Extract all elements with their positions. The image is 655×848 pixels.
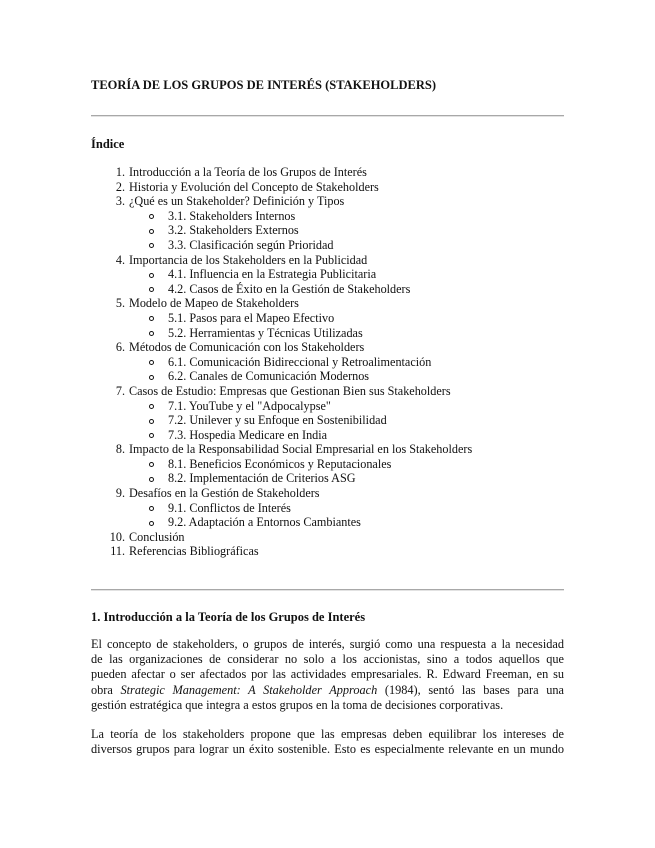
paragraph-line: de las organizaciones de considerar no solo a los accionistas, sino a todos aquellos que [91, 652, 564, 667]
toc-item-number: 2. [115, 179, 125, 194]
toc-subitem [91, 515, 561, 530]
toc-item [91, 296, 561, 311]
paragraph-line: obra Strategic Management: A Stakeholder Approach (1984), sentó las bases para una [91, 682, 564, 697]
toc-item-number: 4. [115, 252, 125, 267]
toc-item-label: Introducción a la Teoría de los Grupos de Interés [129, 165, 367, 179]
toc-subitem [91, 457, 561, 472]
toc-item-number: 5. [115, 296, 125, 311]
toc-item-number: 3. [115, 194, 125, 209]
toc-item [91, 340, 561, 355]
toc-item-label: Modelo de Mapeo de Stakeholders [129, 296, 299, 311]
paragraph-line: pueden afectar o ser afectados por las actividades empresariales. R. Edward Freeman, en su [91, 667, 564, 682]
toc-subitem-label: 3.3. Clasificación según Prioridad [168, 237, 334, 252]
toc-item [91, 442, 561, 457]
toc-subitem [91, 326, 561, 341]
horizontal-divider [91, 589, 564, 591]
toc-item [91, 544, 561, 559]
toc-subitem-label: 4.1. Influencia en la Estrategia Publicitaria [168, 267, 377, 282]
toc-item-number: 7. [115, 383, 125, 398]
toc-item-label: Desafíos en la Gestión de Stakeholders [129, 486, 320, 501]
circle-bullet-icon [149, 375, 154, 380]
toc-subitem [91, 209, 561, 224]
circle-bullet-icon [149, 287, 154, 292]
paragraph-line: La teoría de los stakeholders propone que las empresas deben equilibrar los intereses de [91, 727, 564, 741]
toc-item-number: 6. [115, 340, 125, 355]
toc-subitem [91, 267, 561, 282]
toc-subitem-label: 6.2. Canales de Comunicación Modernos [168, 369, 370, 384]
paragraph-line: gestión estratégica que integra a estos grupos en la toma de decisiones corporativas. [91, 697, 504, 712]
circle-bullet-icon [149, 477, 154, 482]
toc-item-label: ¿Qué es un Stakeholder? Definición y Tipos [129, 194, 345, 209]
toc-subitem [91, 428, 561, 443]
toc-subitem [91, 238, 561, 253]
section-heading: 1. Introducción a la Teoría de los Grupos de Interés [91, 610, 366, 624]
toc-subitem-label: 9.1. Conflictos de Interés [168, 500, 291, 515]
toc-subitem-label: 7.3. Hospedia Medicare en India [168, 427, 328, 442]
toc-subitem [91, 399, 561, 414]
circle-bullet-icon [149, 404, 154, 409]
toc-subitem [91, 223, 561, 238]
toc-item [91, 253, 561, 268]
toc-item-number: 8. [115, 442, 125, 457]
toc-item-number: 1. [115, 165, 125, 179]
toc-item-label: Conclusión [129, 529, 185, 544]
toc-subitem [91, 413, 561, 428]
toc-item-number: 10. [109, 529, 125, 544]
circle-bullet-icon [149, 331, 154, 336]
section-paragraph [91, 637, 564, 713]
toc-subitem [91, 369, 561, 384]
toc-subitem-label: 3.1. Stakeholders Internos [168, 208, 296, 223]
toc-subitem [91, 282, 561, 297]
circle-bullet-icon [149, 360, 154, 365]
toc-subitem-label: 7.2. Unilever y su Enfoque en Sostenibilidad [168, 413, 387, 428]
circle-bullet-icon [149, 433, 154, 438]
circle-bullet-icon [149, 462, 154, 467]
book-title: Strategic Management: A Stakeholder Approach [120, 682, 378, 697]
circle-bullet-icon [149, 229, 154, 234]
toc-subitem-label: 8.1. Beneficios Económicos y Reputacionales [168, 456, 392, 471]
section-paragraph [91, 727, 564, 757]
toc-subitem-label: 9.2. Adaptación a Entornos Cambiantes [168, 515, 361, 530]
toc-item-label: Impacto de la Responsabilidad Social Empresarial en los Stakeholders [129, 442, 473, 457]
toc-heading: Índice [91, 137, 125, 151]
circle-bullet-icon [149, 506, 154, 511]
toc-item-number: 11. [110, 544, 125, 559]
toc-item-label: Referencias Bibliográficas [129, 544, 259, 559]
toc-item-label: Métodos de Comunicación con los Stakeholders [129, 340, 365, 355]
toc-subitem-label: 4.2. Casos de Éxito en la Gestión de Stakeholders [168, 281, 411, 296]
toc-subitem [91, 355, 561, 370]
toc-subitem-label: 8.2. Implementación de Criterios ASG [168, 471, 356, 486]
paragraph-line: El concepto de stakeholders, o grupos de interés, surgió como una respuesta a la necesidad [91, 637, 564, 651]
table-of-contents [91, 165, 561, 559]
toc-subitem-label: 7.1. YouTube y el "Adpocalypse" [168, 398, 331, 413]
circle-bullet-icon [149, 243, 154, 248]
toc-subitem [91, 471, 561, 486]
toc-item [91, 180, 561, 195]
toc-item-label: Historia y Evolución del Concepto de Stakeholders [129, 179, 379, 194]
toc-subitem [91, 501, 561, 516]
paragraph-line: diversos grupos para lograr un éxito sostenible. Esto es especialmente relevante en un mundo [91, 742, 564, 757]
toc-item [91, 165, 561, 180]
toc-item-label: Importancia de los Stakeholders en la Publicidad [129, 252, 368, 267]
horizontal-divider [91, 115, 564, 117]
toc-subitem-label: 6.1. Comunicación Bidireccional y Retroalimentación [168, 354, 432, 369]
circle-bullet-icon [149, 316, 154, 321]
circle-bullet-icon [149, 273, 154, 278]
circle-bullet-icon [149, 214, 154, 219]
toc-item [91, 194, 561, 209]
toc-subitem-label: 3.2. Stakeholders Externos [168, 223, 299, 238]
toc-subitem [91, 311, 561, 326]
circle-bullet-icon [149, 419, 154, 424]
toc-subitem-label: 5.1. Pasos para el Mapeo Efectivo [168, 310, 335, 325]
toc-item-label: Casos de Estudio: Empresas que Gestionan Bien sus Stakeholders [129, 383, 451, 398]
toc-item [91, 384, 561, 399]
document-title: TEORÍA DE LOS GRUPOS DE INTERÉS (STAKEHOLDERS) [91, 78, 436, 92]
toc-item [91, 530, 561, 545]
toc-item-number: 9. [115, 486, 125, 501]
circle-bullet-icon [149, 521, 154, 526]
toc-subitem-label: 5.2. Herramientas y Técnicas Utilizadas [168, 325, 363, 340]
toc-item [91, 486, 561, 501]
